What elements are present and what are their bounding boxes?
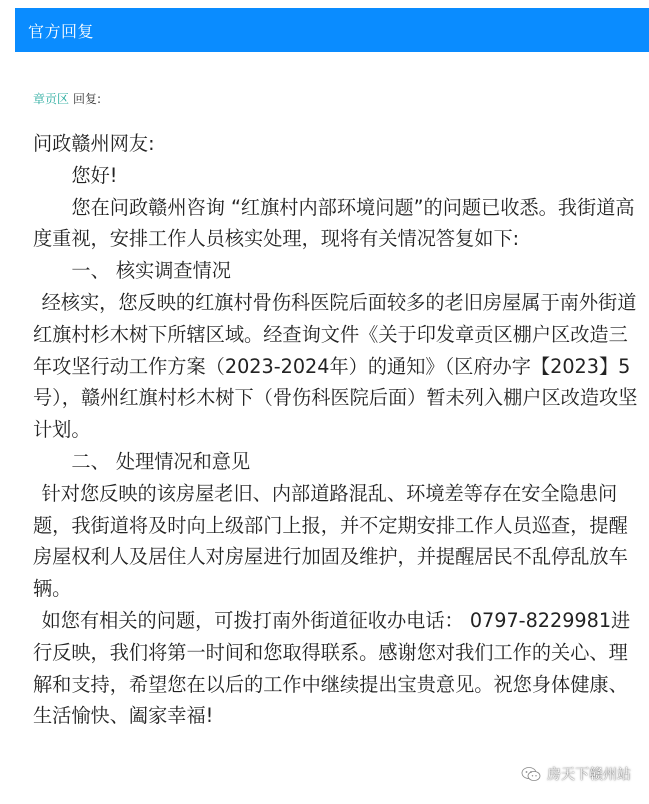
wechat-icon [521,766,541,782]
section1-body: 经核实，您反映的红旗村骨伤科医院后面较多的老旧房屋属于南外街道红旗村杉木树下所辖区域。经查询文件《关于印发章贡区棚户区改造三年攻坚行动工作方案（2023-2024年）的通知》（区府办字【2023】5号），赣州红旗村杉木树下（骨伤科医院后面）暂未列入棚户区改造攻坚计划。 [33,290,638,442]
reply-content [33,128,639,732]
closing-paragraph: 如您有相关的问题，可拨打南外街道征收办电话： 0797-8229981进行反映，我们将第一时间和您取得联系。感谢您对我们工作的关心、理解和支持，希望您在以后的工作中继续提出宝贵意见。祝您身体健康、生活愉快、阖家幸福! [33,608,631,728]
district-link[interactable]: 章贡区 [33,92,70,106]
reply-header [15,8,649,52]
intro-paragraph: 您在问政赣州咨询 “红旗村内部环境问题”的问题已收悉。我街道高度重视，安排工作人员核实处理，现将有关情况答复如下: [33,195,635,251]
section2-body: 针对您反映的该房屋老旧、内部道路混乱、环境差等存在安全隐患问题，我街道将及时向上级部门上报，并不定期安排工作人员巡查，提醒房屋权利人及居住人对房屋进行加固及维护，并提醒居民不乱停乱放车辆。 [33,481,628,601]
reply-suffix: 回复: [73,92,102,106]
watermark [521,764,631,784]
watermark-text: 房天下赣州站 [547,767,631,783]
section1-heading: 一、 核实调查情况 [71,259,231,283]
header-title: 官方回复 [28,21,95,41]
greeting: 您好! [71,163,118,187]
reply-meta [33,90,101,107]
salutation: 问政赣州网友: [33,132,155,155]
section2-heading: 二、 处理情况和意见 [71,449,251,473]
